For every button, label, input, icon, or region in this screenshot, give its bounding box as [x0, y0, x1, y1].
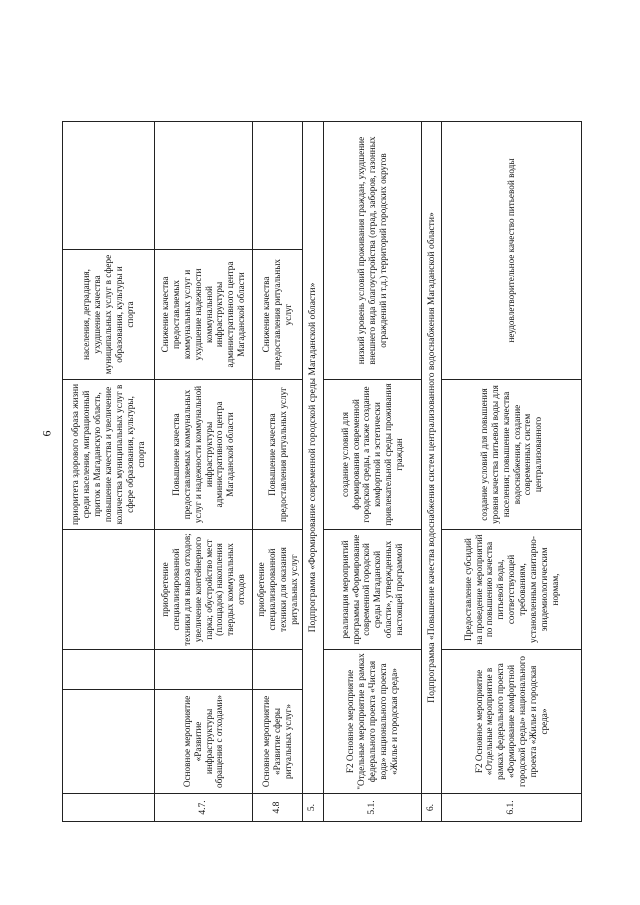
section-title: Подпрограмма «Формирование современной городской среды Магаданской области» — [303, 122, 323, 794]
event-result: создание условий для повышения уровня качества питьевой воды для населения; повышение качества водоснабжения, создание современных систем централизованного — [442, 380, 582, 530]
event-name: Основное мероприятие «Развитие инфраструктуры обращения с отходами» — [155, 690, 253, 794]
event-result: Повышение качества предоставляемых коммунальных услуг и надежности коммунальной инфраструктуры административного центра Магаданской области — [155, 380, 253, 530]
event-risk: Снижение качества предоставления ритуальных услуг — [253, 250, 303, 380]
empty-cell — [155, 650, 253, 690]
section-number: 6. — [421, 794, 441, 822]
event-measure: приобретение специализированной техники для оказания ритуальных услуг — [253, 530, 303, 650]
row-number — [63, 794, 155, 822]
empty-cell — [253, 122, 303, 250]
row-number: 5.1. — [323, 794, 421, 822]
empty-cell — [63, 122, 155, 250]
event-result: Повышение качества предоставления ритуальных услуг — [253, 380, 303, 530]
section-title: Подпрограмма «Повышение качества водоснабжения систем централизованного водоснабжения Магаданской области» — [421, 122, 441, 794]
event-name: Основное мероприятие «Развитие сферы ритуальных услуг» — [253, 690, 303, 794]
row-number: 6.1. — [442, 794, 582, 822]
event-name — [63, 690, 155, 794]
event-measure — [63, 530, 155, 650]
measures-table — [62, 121, 582, 822]
section-row — [421, 122, 441, 822]
event-measure: Предоставление субсидий на проведение мероприятий по повышению качества питьевой воды, соответствующей требованиям, установленным санитарно-эпидемиологическим нормам, — [442, 530, 582, 650]
row-number: 4.8 — [253, 794, 303, 822]
event-risk: низкий уровень условий проживания граждан, ухудшение внешнего вида благоустройства (отрад, заборов, газонных ограждений и т.д.) территорий городских округов — [323, 122, 421, 380]
event-risk: населения, деградация, ухудшение качества муниципальных услуг в сфере образования, культуры и спорта — [63, 250, 155, 380]
table-row — [323, 122, 421, 822]
event-name: F2 Основное мероприятие "Отдельные мероприятие в рамках федерального проекта «Чистая вода» национального проекта «Жилье и городская среда» — [323, 650, 421, 794]
event-result: приоритета здорового образа жизни среди населения, миграционный приток в Магаданскую область, повышение качества и увеличение количества муниципальных услуг в сфере образования, культуры, спорта — [63, 380, 155, 530]
event-measure: приобретение специализированной техники для вывоза отходов; увеличение контейнерного парка; обустройство мест (площадок) накопления твердых коммунальных отходов — [155, 530, 253, 650]
rotated-table-container — [62, 122, 582, 822]
section-number: 5. — [303, 794, 323, 822]
empty-cell — [253, 650, 303, 690]
row-number: 4.7. — [155, 794, 253, 822]
table-row — [155, 122, 253, 822]
event-result: создание условий для формирования современной городской среды, а также создание комфортной и эстетически привлекательной среды проживания граждан — [323, 380, 421, 530]
event-risk: неудовлетворительное качество питьевой воды — [442, 122, 582, 380]
table-row — [442, 122, 582, 822]
empty-cell — [155, 122, 253, 250]
table-row — [253, 122, 303, 822]
section-row — [303, 122, 323, 822]
event-name: F2 Основное мероприятие «Отдельные мероприятие в рамках федерального проекта «Формирование комфортной городской среды» национального проекта «Жилье и городская среда» — [442, 650, 582, 794]
event-measure: реализация мероприятий программы «Формирование современной городской среды Магаданской области», утвержденных настоящей программой — [323, 530, 421, 650]
table-row — [63, 122, 155, 822]
empty-cell — [63, 650, 155, 690]
event-risk: Снижение качества предоставляемых коммунальных услуг и ухудшение надежности коммунальной инфраструктуры административного центра Магаданской области — [155, 250, 253, 380]
page-number: 6 — [39, 430, 54, 437]
